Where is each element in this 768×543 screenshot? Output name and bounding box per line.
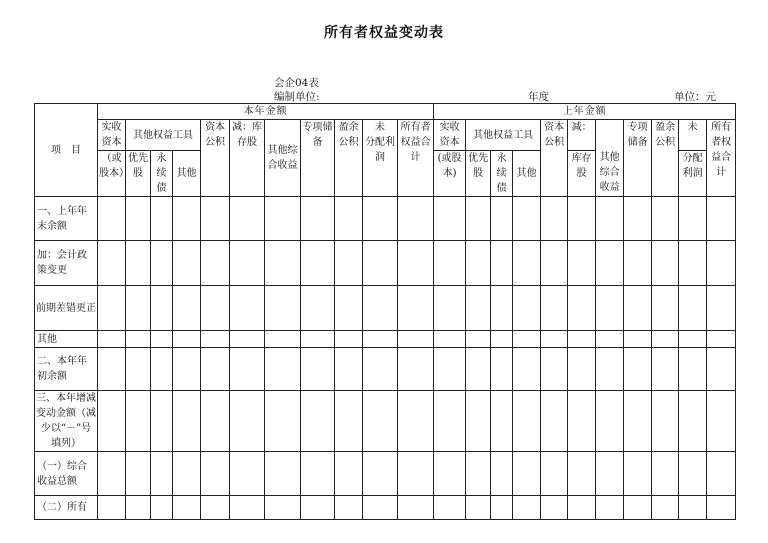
row-label: 加：会计政策变更 <box>35 241 98 286</box>
year-label: 年度 <box>528 91 549 103</box>
equity-change-table <box>34 103 736 520</box>
prev-surplus-reserve-header: 盈余公积 <box>652 120 679 197</box>
item-header-label: 项 目 <box>51 144 81 156</box>
special-reserve-header: 专项储备 <box>301 120 335 197</box>
row-label: 二、本年年初余额 <box>35 348 98 391</box>
row-label: 前期差错更正 <box>35 286 98 331</box>
previous-year-header: 上年金额 <box>434 104 736 120</box>
total-equity-header: 所有者权益合计 <box>398 120 434 197</box>
table-row <box>35 348 736 391</box>
prev-other-instrument-header: 其他 <box>513 151 541 197</box>
table-row <box>35 197 736 241</box>
prev-undistributed-top: 未 <box>679 120 707 151</box>
table-row <box>35 452 736 496</box>
prev-special-reserve-header: 专项储备 <box>624 120 652 197</box>
row-label: （一）综合收益总额 <box>35 452 98 496</box>
prev-other-equity-header: 其他权益工具 <box>466 120 541 151</box>
prev-treasury-header-bottom: 库存股 <box>568 151 596 197</box>
undistributed-bottom: 分配利润 <box>365 137 395 163</box>
prev-capital-reserve-header: 资本公积 <box>541 120 568 197</box>
prev-paid-in-capital-header-top: 实收资本 <box>434 120 466 151</box>
prev-paid-in-capital-header-bottom: (或股本) <box>434 151 466 197</box>
other-instrument-header: 其他 <box>173 151 201 197</box>
current-year-header: 本年金额 <box>98 104 434 120</box>
prev-total-equity-header: 所有者权益合计 <box>707 120 736 197</box>
unit-label: 单位：元 <box>674 91 716 103</box>
paid-in-capital-header-top: 实收资本 <box>98 120 126 151</box>
table-row <box>35 391 736 452</box>
paid-in-capital-header-bottom: （或股本） <box>98 151 126 197</box>
prev-preferred-stock-header: 优先股 <box>466 151 491 197</box>
table-row <box>35 241 736 286</box>
prev-perpetual-bond-header: 永续债 <box>491 151 513 197</box>
oci-header: 其他综合收益 <box>265 120 301 197</box>
prev-treasury-header-top: 减： <box>568 120 596 151</box>
undistributed-profit-header <box>363 120 398 197</box>
preferred-stock-header: 优先股 <box>126 151 151 197</box>
prev-oci-label: 其他综合收益 <box>599 152 620 193</box>
undistributed-top: 未 <box>375 122 385 133</box>
prev-undistributed-bottom: 分配利润 <box>679 151 707 197</box>
table-row <box>35 496 736 520</box>
treasury-stock-header: 减：库存股 <box>230 120 265 197</box>
prev-oci-header <box>596 120 624 197</box>
preparer-label: 编制单位: <box>274 91 320 103</box>
row-label: 三、本年增减变动金额（减少以“－”号填列） <box>35 391 98 452</box>
capital-reserve-header: 资本公积 <box>201 120 230 197</box>
perpetual-bond-header: 永续债 <box>151 151 173 197</box>
table-row <box>35 286 736 331</box>
report-title: 所有者权益变动表 <box>324 25 444 41</box>
row-label: 其他 <box>35 331 98 348</box>
surplus-reserve-header: 盈余公积 <box>335 120 363 197</box>
row-label: 一、上年年末余额 <box>35 197 98 241</box>
other-equity-header: 其他权益工具 <box>126 120 201 151</box>
table-row <box>35 331 736 348</box>
row-label: （二）所有 <box>35 496 98 520</box>
item-header <box>35 104 98 197</box>
form-code: 会企04表 <box>274 77 319 89</box>
